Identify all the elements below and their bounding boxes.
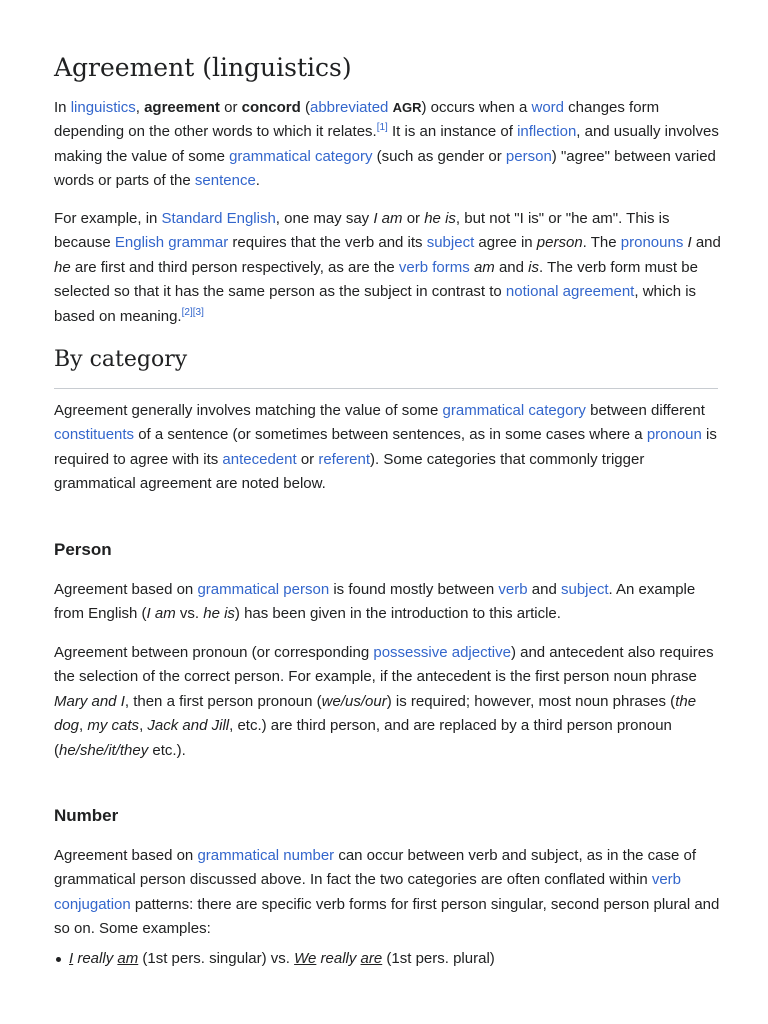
subsection-heading-number: Number bbox=[54, 806, 119, 825]
text: Agreement based on bbox=[54, 581, 198, 598]
link-pronouns[interactable]: pronouns bbox=[620, 234, 684, 252]
number-paragraph-1 bbox=[54, 844, 722, 942]
link-word[interactable]: word bbox=[531, 99, 565, 116]
text: Agreement between pronoun (or corresponding bbox=[54, 644, 374, 661]
link-antecedent[interactable]: antecedent bbox=[222, 450, 297, 468]
example-he-is-2: he is bbox=[203, 605, 235, 623]
italic-i: I bbox=[687, 234, 692, 252]
text: , bbox=[135, 99, 145, 116]
link-sentence[interactable]: sentence bbox=[194, 172, 256, 190]
text: between different bbox=[585, 402, 705, 419]
text: ( bbox=[300, 99, 310, 116]
text: (1st pers. plural) bbox=[382, 950, 495, 967]
text: ) has been given in the introduction to this article. bbox=[234, 605, 561, 623]
link-grammatical-category[interactable]: grammatical category bbox=[229, 147, 373, 165]
text: (such as bbox=[372, 147, 438, 165]
link-gender[interactable]: gender bbox=[437, 147, 485, 165]
example-mary-and-i: Mary and I bbox=[54, 692, 125, 710]
text: It is an instance of bbox=[387, 123, 518, 141]
text: or bbox=[219, 99, 242, 116]
link-standard-english[interactable]: Standard English bbox=[161, 210, 276, 227]
link-verb-conjugation[interactable]: verb conjugation bbox=[54, 871, 682, 913]
text: etc.). bbox=[148, 741, 186, 759]
example-the-dog: the dog bbox=[54, 692, 697, 735]
text: , bbox=[139, 717, 148, 735]
italic-he: he bbox=[54, 258, 71, 276]
link-linguistics[interactable]: linguistics bbox=[70, 99, 136, 116]
text: are first and third person respectively, as are the bbox=[70, 258, 399, 276]
text: or bbox=[402, 210, 425, 227]
text: is required to agree with its bbox=[54, 426, 717, 468]
text: . The bbox=[582, 234, 621, 252]
text: . An example from English ( bbox=[54, 581, 696, 623]
link-inflection[interactable]: inflection bbox=[517, 123, 577, 141]
subsection-heading-person: Person bbox=[54, 540, 112, 559]
text: , and usually involves making the value of some bbox=[54, 123, 719, 165]
text: , but not "I is" or "he am". This is because bbox=[54, 210, 670, 252]
text: of a sentence (or sometimes between sentences, as in some cases where a bbox=[134, 426, 647, 444]
text: or bbox=[484, 147, 506, 165]
text: ) occurs when a bbox=[421, 99, 532, 116]
italic-is: is bbox=[528, 258, 539, 276]
link-abbreviated[interactable]: abbreviated bbox=[309, 99, 389, 116]
text: , etc.) are third person, and are replaced by a third person pronoun ( bbox=[54, 717, 672, 759]
link-pronoun[interactable]: pronoun bbox=[646, 426, 702, 444]
text: . bbox=[255, 172, 260, 190]
person-paragraph-2 bbox=[54, 641, 722, 763]
page-title: Agreement (linguistics) bbox=[54, 53, 352, 82]
text: requires that the verb and its bbox=[228, 234, 427, 252]
link-grammatical-category-2[interactable]: grammatical category bbox=[442, 402, 586, 419]
link-constituents[interactable]: constituents bbox=[54, 426, 135, 444]
person-paragraph-1 bbox=[54, 578, 722, 627]
link-person[interactable]: person bbox=[505, 147, 552, 165]
example-we-us-our: we/us/our bbox=[321, 692, 387, 710]
link-notional-agreement[interactable]: notional agreement bbox=[505, 283, 635, 301]
text: , one may say bbox=[275, 210, 374, 227]
number-examples-list bbox=[54, 947, 722, 971]
example-word-am: am bbox=[117, 950, 139, 967]
intro-paragraph-1 bbox=[54, 96, 722, 194]
example-word-really-2: really bbox=[320, 950, 357, 967]
text: , then a first person pronoun ( bbox=[124, 692, 322, 710]
example-i-am: I am bbox=[373, 210, 403, 227]
example-jack-and-jill: Jack and Jill bbox=[147, 717, 230, 735]
example-word-really: really bbox=[77, 950, 114, 967]
italic-am: am bbox=[473, 258, 495, 276]
text: ) "agree" between varied words or parts of the bbox=[54, 147, 716, 190]
text: , which is based on meaning. bbox=[54, 283, 697, 325]
text: and bbox=[691, 234, 721, 252]
section-heading-by-category: By category bbox=[54, 347, 188, 372]
intro-paragraph-2 bbox=[54, 207, 722, 329]
text: (1st pers. singular) vs. bbox=[138, 950, 295, 967]
link-grammatical-number[interactable]: grammatical number bbox=[197, 847, 335, 864]
term-concord: concord bbox=[241, 99, 301, 116]
example-i-am-2: I am bbox=[146, 605, 176, 623]
example-word-i: I bbox=[69, 950, 74, 967]
by-category-paragraph bbox=[54, 399, 722, 497]
italic-person: person bbox=[536, 234, 583, 252]
text: ). Some categories that commonly trigger grammatical agreement are noted below. bbox=[54, 450, 645, 493]
text: is found mostly between bbox=[329, 581, 499, 598]
link-subject[interactable]: subject bbox=[426, 234, 475, 252]
reference-2-3[interactable]: [2][3] bbox=[181, 306, 204, 318]
link-grammatical-person[interactable]: grammatical person bbox=[197, 581, 330, 598]
list-item bbox=[54, 947, 722, 971]
text: agree in bbox=[474, 234, 537, 252]
text: and bbox=[494, 258, 529, 276]
text: vs. bbox=[175, 605, 204, 623]
text: and bbox=[527, 581, 561, 598]
text: patterns: there are specific verb forms for first person singular, second person plural and so on. Some examples: bbox=[54, 895, 720, 938]
link-subject-2[interactable]: subject bbox=[560, 581, 609, 598]
text: In bbox=[54, 99, 71, 116]
link-verb[interactable]: verb bbox=[498, 581, 528, 598]
term-agreement: agreement bbox=[144, 99, 220, 116]
text: For example, in bbox=[54, 210, 162, 227]
link-english-grammar[interactable]: English grammar bbox=[114, 234, 229, 252]
example-he-is: he is bbox=[424, 210, 456, 227]
link-verb-forms[interactable]: verb forms bbox=[398, 258, 470, 276]
link-possessive-adjective[interactable]: possessive adjective bbox=[373, 644, 511, 661]
text: , bbox=[79, 717, 88, 735]
text: . The verb form must be selected so that it has the same person as the subject in contrast to bbox=[54, 258, 698, 301]
example-my-cats: my cats bbox=[87, 717, 140, 735]
text: Agreement based on bbox=[54, 847, 198, 864]
text: ) is required; however, most noun phrases ( bbox=[386, 692, 676, 710]
text: changes form depending on the other words to which it relates. bbox=[54, 99, 660, 141]
text: or bbox=[296, 450, 319, 468]
example-word-are: are bbox=[360, 950, 383, 967]
reference-1[interactable]: [1] bbox=[376, 122, 388, 134]
link-referent[interactable]: referent bbox=[318, 450, 371, 468]
text: Agreement generally involves matching the value of some bbox=[54, 402, 443, 419]
text: can occur between verb and subject, as in the case of grammatical person discussed above. In fact the two categories are often conflated within bbox=[54, 847, 697, 889]
example-word-we: We bbox=[294, 950, 317, 967]
section-divider bbox=[54, 388, 718, 389]
example-he-she-it-they: he/she/it/they bbox=[59, 741, 149, 759]
text: ) and antecedent also requires the selection of the correct person. For example, if the antecedent is the first person noun phrase bbox=[54, 644, 714, 686]
abbreviation-agr: AGR bbox=[392, 100, 422, 115]
